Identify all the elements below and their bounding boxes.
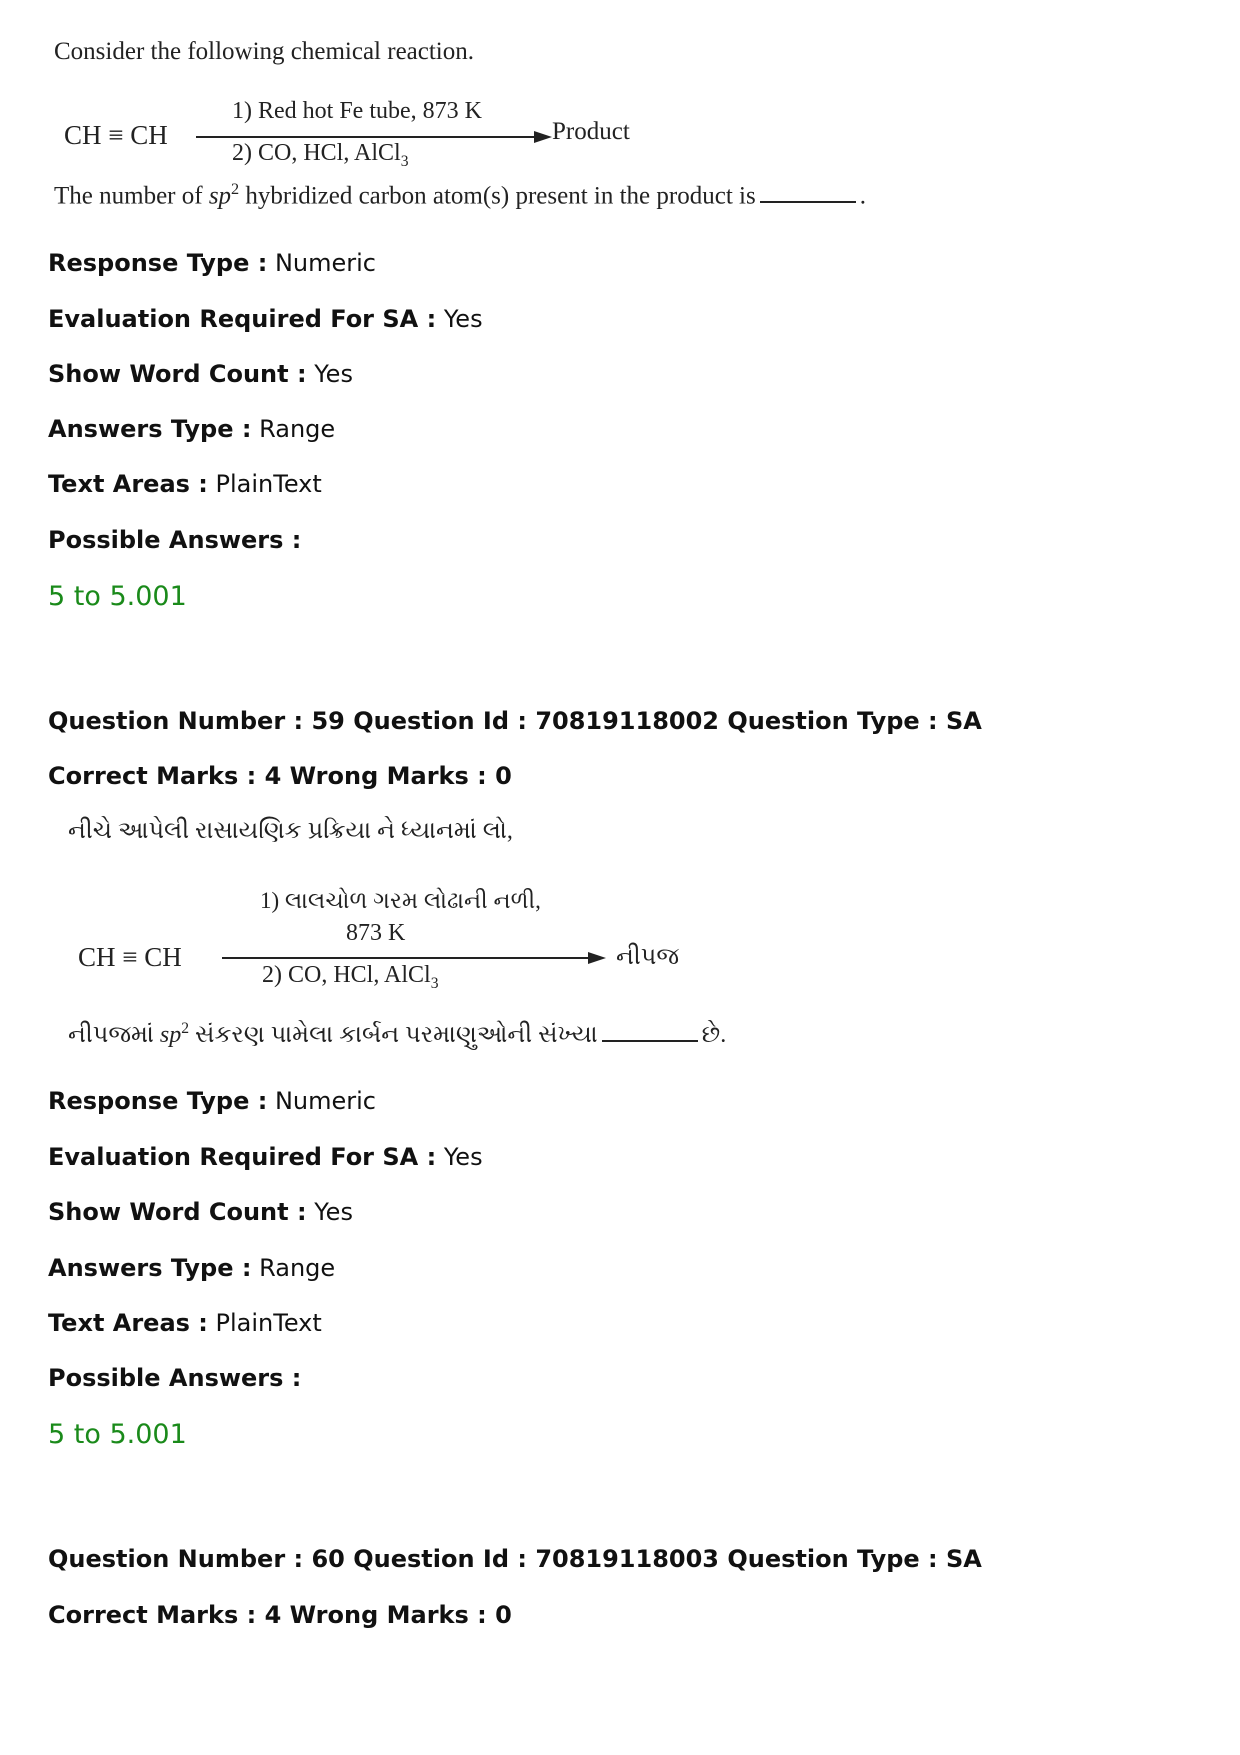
response-type-row: Response Type : Numeric: [48, 1087, 376, 1115]
q59-condition-1b: 873 K: [346, 920, 406, 946]
q58-arrow-head: [534, 131, 552, 143]
answers-type-row: Answers Type : Range: [48, 415, 336, 443]
question-header: Question Number : 59 Question Id : 70819118002 Question Type : SA: [48, 707, 982, 735]
answers-type-row: Answers Type : Range: [48, 1254, 336, 1282]
question-marks: Correct Marks : 4 Wrong Marks : 0: [48, 1601, 512, 1629]
q58-product: Product: [552, 118, 630, 145]
q59-product: નીપજ: [616, 944, 680, 970]
answer-blank: [760, 183, 856, 203]
text-areas-row: Text Areas : PlainText: [48, 1309, 322, 1337]
word-count-row: Show Word Count : Yes: [48, 360, 353, 388]
q58-reactant: CH ≡ CH: [64, 120, 168, 150]
evaluation-row: Evaluation Required For SA : Yes: [48, 1143, 483, 1171]
q58-reaction-arrow: [196, 136, 536, 138]
q58-condition-1: 1) Red hot Fe tube, 873 K: [232, 98, 482, 124]
q59-condition-2: 2) CO, HCl, AlCl$_3$: [262, 962, 439, 992]
question-marks: Correct Marks : 4 Wrong Marks : 0: [48, 762, 512, 790]
q58-condition-2: 2) CO, HCl, AlCl$_3$: [232, 140, 409, 170]
possible-answers-label: Possible Answers :: [48, 526, 302, 554]
q59-arrow-head: [588, 952, 606, 964]
q58-intro: Consider the following chemical reaction.: [54, 38, 475, 65]
question-header: Question Number : 60 Question Id : 70819118003 Question Type : SA: [48, 1545, 982, 1573]
answer-blank: [602, 1022, 698, 1042]
text-areas-row: Text Areas : PlainText: [48, 470, 322, 498]
evaluation-row: Evaluation Required For SA : Yes: [48, 305, 483, 333]
q59-condition-1a: 1) લાલચોળ ગરમ લોઢાની નળી,: [260, 888, 541, 913]
possible-answers-label: Possible Answers :: [48, 1364, 302, 1392]
q58-question-text: The number of $sp^2$ hybridized carbon atom(s) present in the product is .: [54, 180, 866, 210]
q59-reactant: CH ≡ CH: [78, 942, 182, 972]
word-count-row: Show Word Count : Yes: [48, 1198, 353, 1226]
q59-intro: નીચે આપેલી રાસાયણિક પ્રક્રિયા ને ધ્યાનમાં લો,: [68, 818, 513, 844]
possible-answer-value: 5 to 5.001: [48, 581, 187, 612]
possible-answer-value: 5 to 5.001: [48, 1419, 187, 1450]
q59-reaction-arrow: [222, 957, 590, 959]
q59-question-text: નીપજમાં $sp^2$ સંકરણ પામેલા કાર્બન પરમાણુઓની સંખ્યા છે.: [68, 1020, 727, 1048]
response-type-row: Response Type : Numeric: [48, 249, 376, 277]
